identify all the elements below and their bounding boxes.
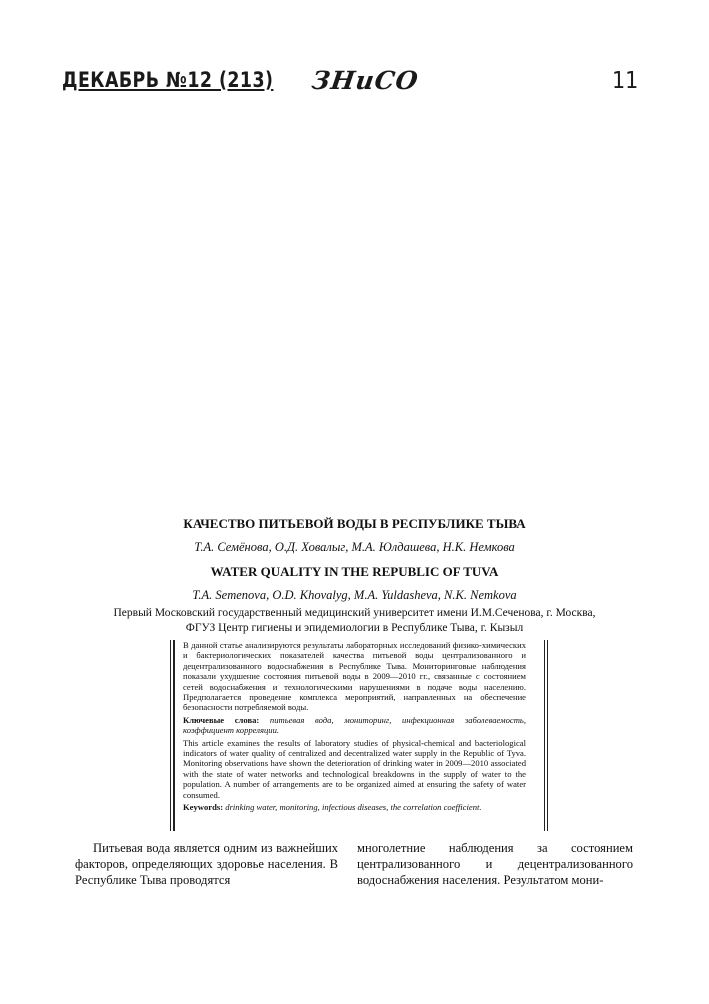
authors-en: T.A. Semenova, O.D. Khovalyg, M.A. Yuldasheva, N.K. Nemkova bbox=[192, 588, 517, 602]
issue-label: ДЕКАБРЬ №12 (213) bbox=[62, 68, 274, 92]
keywords-en bbox=[183, 802, 526, 812]
body-column-left bbox=[75, 840, 338, 888]
body-paragraph: многолетние наблюдения за состоянием централизованного и децентрализованного водоснабжения населения. Результатом мони- bbox=[357, 841, 633, 887]
keywords-en-label: Keywords: bbox=[183, 802, 224, 813]
abstract-box bbox=[170, 640, 548, 831]
article-title-ru: КАЧЕСТВО ПИТЬЕВОЙ ВОДЫ В РЕСПУБЛИКЕ ТЫВА bbox=[183, 516, 526, 531]
affiliation-line-2: ФГУЗ Центр гигиены и эпидемиологии в Республике Тыва, г. Кызыл bbox=[185, 622, 524, 634]
keywords-ru-text: питьевая вода, мониторинг, инфекционная заболеваемость, коэффициент корреляции. bbox=[183, 714, 526, 736]
keywords-en-text: drinking water, monitoring, infectious diseases, the correlation coefficient. bbox=[225, 802, 482, 813]
article-title-en: WATER QUALITY IN THE REPUBLIC OF TUVA bbox=[210, 564, 499, 579]
keywords-ru-label: Ключевые слова: bbox=[183, 714, 260, 725]
affiliation bbox=[0, 606, 709, 636]
affiliation-line-1: Первый Московский государственный медицинский университет имени И.М.Сеченова, г. Москва, bbox=[113, 607, 596, 619]
page-number: 11 bbox=[612, 68, 639, 94]
authors-ru: Т.А. Семёнова, О.Д. Ховалыг, М.А. Юлдашева, Н.К. Немкова bbox=[194, 540, 515, 554]
body-paragraph: Питьевая вода является одним из важнейших факторов, определяющих здоровье населения. В Республике Тыва проводятся bbox=[75, 841, 338, 887]
abstract-ru: В данной статье анализируются результаты лабораторных исследований физико-химических и бактериологических показателей качества питьевой воды централизованного и децентрализованного водоснабжения в Республике Тыва. Мониторинговые наблюдения показали ухудшение состояния питьевой воды в 2009—2010 гг., связанные с состоянием сетей водоснабжения и технологическими нарушениями в подаче воды населению. Предполагается проведение комплекса мероприятий, направленных на обеспечение безопасности потребляемой воды. bbox=[183, 640, 526, 713]
abstract-en: This article examines the results of laboratory studies of physical-chemical and bacteriological indicators of water quality of centralized and decentralized water supply in the Republic of Tyva. Monitoring observations have shown the deterioration of drinking water in 2009—2010 associated with the state of water networks and technological breakdowns in the supply of water to the population. A number of arrangements are to be organized aimed at ensuring the safety of water consumed. bbox=[183, 737, 526, 800]
keywords-ru bbox=[183, 715, 526, 736]
journal-logo: ЗНиСО bbox=[309, 66, 421, 95]
body-column-right bbox=[357, 840, 633, 888]
